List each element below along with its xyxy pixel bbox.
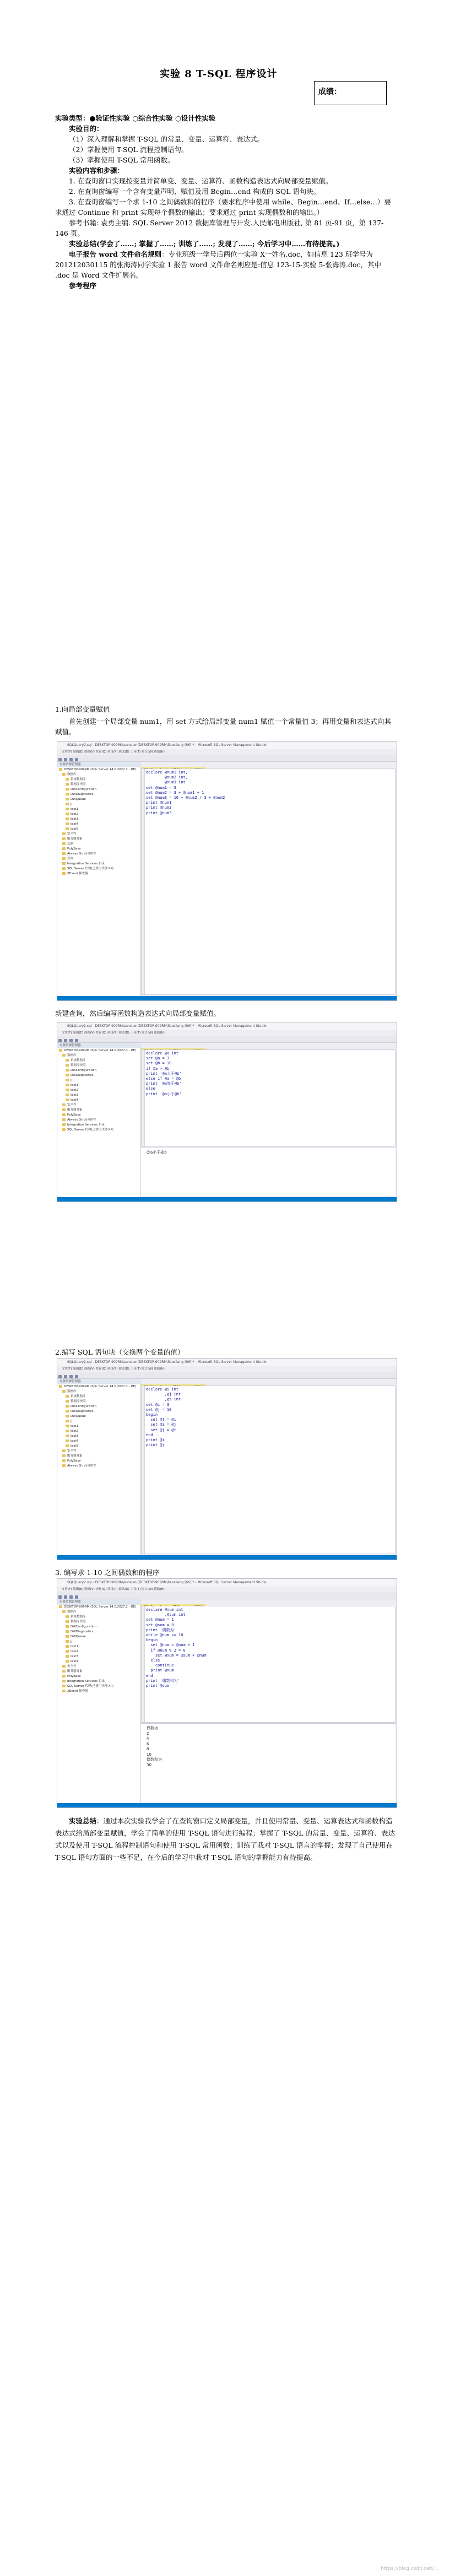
- tree-item[interactable]: 数据库快照: [57, 1399, 140, 1404]
- tree-item[interactable]: DWQueue: [57, 797, 140, 802]
- intro-block: [55, 113, 397, 291]
- folder-icon: [62, 1108, 66, 1111]
- summary-text: ：通过本次实验我学会了在查询窗口定义局部变量，并且使用常量、变量、运算表达式和函数构造表达式给局部变量赋值，学会了简单的使用 T-SQL 语句进行编程；掌握了 T-SQL 的常量、变量、运算符、表达式以及使用 T-SQL 流程控制语句和使用 T-SQL 常用函数；训练了我对 T-SQL 语言的掌握；发现了自己使用在 T-SQL 语句方面的一些不足，在今后的学习中我对 T-SQL 语句的掌握能力有待提高。: [55, 1817, 396, 1861]
- tree-item[interactable]: PolyBase: [57, 1674, 140, 1679]
- purpose-item: （3）掌握使用 T-SQL 常用函数。: [69, 156, 175, 164]
- database-icon: [66, 1089, 69, 1091]
- tree-item[interactable]: 系统数据库: [57, 777, 140, 782]
- toolbar: [57, 755, 397, 762]
- folder-icon: [62, 837, 66, 840]
- step-1: 1. 在查询窗口实现按变量并简单变、变量、运算符、函数构造表达式向局部变量赋值。: [69, 177, 333, 185]
- tree-item[interactable]: 数据库快照: [57, 782, 140, 787]
- tree-item[interactable]: test2: [57, 1429, 140, 1434]
- database-icon: [66, 1430, 69, 1432]
- folder-icon: [62, 1665, 66, 1668]
- summary-block: [55, 1815, 397, 1864]
- tree-item[interactable]: test3: [57, 1093, 140, 1098]
- tree-item[interactable]: DWConfiguration: [57, 1404, 140, 1409]
- program-title: 参考程序: [69, 282, 97, 290]
- explorer-title: 对象资源管理器: [57, 1599, 140, 1605]
- tab-strip: [141, 1379, 397, 1385]
- open-icon[interactable]: [64, 1375, 67, 1378]
- menu-bar[interactable]: 文件(F) 编辑(E) 视图(V) 查询(Q) 项目(P) 调试(D) 工具(T) 窗口(W) 帮助(H): [57, 1587, 397, 1592]
- purpose-item: （2）掌握使用 T-SQL 流程控制语句。: [69, 145, 188, 154]
- object-explorer: [57, 762, 140, 1000]
- result-text: 偶数为 2 4 6 8 10 偶数和为 30: [147, 1726, 162, 1767]
- tree-item[interactable]: test2: [57, 1649, 140, 1654]
- new-query-icon[interactable]: [58, 1375, 62, 1378]
- tree-item[interactable]: 数据库快照: [57, 1620, 140, 1625]
- page-title: 实验 8 T-SQL 程序设计: [160, 68, 278, 80]
- database-icon: [66, 1415, 69, 1417]
- folder-icon: [66, 1064, 69, 1067]
- folder-icon: [62, 842, 66, 845]
- section-3-title: 3. 编写求 1-10 之间偶数和的程序: [55, 1568, 160, 1577]
- report-naming: [55, 249, 397, 280]
- tree-item[interactable]: test3: [57, 1434, 140, 1439]
- execute-icon[interactable]: [75, 1595, 78, 1599]
- save-icon[interactable]: [69, 758, 73, 761]
- explorer-title: 对象资源管理器: [57, 1379, 140, 1384]
- open-icon[interactable]: [64, 1039, 67, 1042]
- database-icon: [66, 1635, 69, 1638]
- database-icon: [66, 822, 69, 825]
- window-title: SQLQuery2.sql - DESKTOP-909RM\sunsiao (DESKTOP-909RM\liaosliang (66))* - Microsoft SQL Server Management Studio: [57, 742, 397, 749]
- window-title: SQLQuery2.sql - DESKTOP-909RM\sunsiao (DESKTOP-909RM\liaosliang (66))* - Microsoft SQL Server Management Studio: [57, 1579, 397, 1587]
- tree-item[interactable]: test2: [57, 812, 140, 817]
- tree-item[interactable]: test1: [57, 1424, 140, 1429]
- step-2: 2. 在查询窗编写一个含有变量声明、赋值及用 Begin…end 构成的 SQL 语句块。: [69, 187, 321, 196]
- folder-icon: [66, 1620, 69, 1623]
- save-icon[interactable]: [69, 1595, 73, 1599]
- result-text: @a小于@b: [147, 1150, 167, 1155]
- menu-bar[interactable]: 文件(F) 编辑(E) 视图(V) 查询(Q) 项目(P) 调试(D) 工具(T) 窗口(W) 帮助(H): [57, 1030, 397, 1036]
- ssms-window-2: [57, 1022, 397, 1202]
- explorer-title: 对象资源管理器: [57, 762, 140, 767]
- folder-icon: [62, 1610, 66, 1613]
- database-icon: [66, 798, 69, 800]
- status-bar: [57, 1555, 397, 1560]
- editor-gutter: [142, 769, 145, 994]
- tree-item[interactable]: SQL Server 代理(已禁用代理 XP): [57, 867, 140, 872]
- database-icon: [66, 827, 69, 830]
- tree-item[interactable]: 数据库: [57, 1610, 140, 1615]
- server-icon: [59, 1049, 62, 1052]
- section-1-title: 1.向局部变量赋值: [55, 705, 110, 713]
- database-icon: [66, 1410, 69, 1413]
- tree-item[interactable]: SQL Server 代理(已禁用代理 XP): [57, 1128, 140, 1133]
- tree-item[interactable]: PolyBase: [57, 1459, 140, 1464]
- folder-icon: [66, 783, 69, 786]
- open-icon[interactable]: [64, 758, 67, 761]
- tree-item[interactable]: 安全性: [57, 1664, 140, 1669]
- folder-icon: [62, 1464, 66, 1467]
- tree-item[interactable]: XEvent 探查器: [57, 1689, 140, 1694]
- tree-item[interactable]: test5: [57, 827, 140, 832]
- database-icon: [66, 793, 69, 795]
- tree-item[interactable]: 数据库: [57, 772, 140, 777]
- tree-item[interactable]: test2: [57, 1088, 140, 1093]
- tree-item[interactable]: DWDiagnostics: [57, 1630, 140, 1635]
- folder-icon: [66, 1395, 69, 1398]
- database-icon: [66, 1645, 69, 1648]
- grade-label: 成绩：: [318, 88, 342, 96]
- folder-icon: [62, 1680, 66, 1682]
- messages-pane: [141, 1147, 396, 1196]
- tree-item[interactable]: jj: [57, 1078, 140, 1083]
- tree-item[interactable]: 安全性: [57, 1103, 140, 1108]
- database-icon: [66, 1069, 69, 1071]
- tree-item[interactable]: 安全性: [57, 1449, 140, 1454]
- steps-title: 实验内容和步骤：: [69, 166, 124, 175]
- tree-item[interactable]: 复制: [57, 842, 140, 847]
- object-explorer: [57, 1379, 140, 1560]
- tree-item[interactable]: Always On 高可用性: [57, 1118, 140, 1123]
- tree-item[interactable]: DWQueue: [57, 1414, 140, 1419]
- server-icon: [59, 1385, 62, 1388]
- database-icon: [66, 1084, 69, 1086]
- query-editor[interactable]: [141, 1606, 396, 1723]
- folder-icon: [62, 1054, 66, 1057]
- editor-gutter: [142, 1606, 145, 1722]
- report-title: 电子报告 word 文件命名规则: [69, 250, 162, 258]
- experiment-type: 实验类型：●验证性实验 ○综合性实验 ○设计性实验: [55, 114, 216, 122]
- tree-item[interactable]: PolyBase: [57, 847, 140, 852]
- section-1b-desc: 新建查询，然后编写函数构造表达式向局部变量赋值。: [55, 1009, 221, 1018]
- execute-icon[interactable]: [75, 1039, 78, 1042]
- tree-item[interactable]: 数据库: [57, 1053, 140, 1058]
- tree-item[interactable]: test1: [57, 1644, 140, 1649]
- tree-item[interactable]: 服务器对象: [57, 1454, 140, 1459]
- tree-item[interactable]: test4: [57, 1439, 140, 1444]
- folder-icon: [62, 1459, 66, 1462]
- save-icon[interactable]: [69, 1039, 73, 1042]
- folder-icon: [66, 1059, 69, 1062]
- window-title: SQLQuery2.sql - DESKTOP-909RM\sunsiao (DESKTOP-909RM\liaosliang (66))* - Microsoft SQL Server Management Studio: [57, 1359, 397, 1366]
- tree-server[interactable]: DESKTOP-909RM (SQL Server 14.0.2027.2 - DE): [57, 767, 140, 772]
- tree-server[interactable]: DESKTOP-909RM (SQL Server 14.0.2027.2 - DE): [57, 1048, 140, 1053]
- new-query-icon[interactable]: [58, 1039, 62, 1042]
- database-icon: [66, 788, 69, 791]
- tree-item[interactable]: test3: [57, 817, 140, 822]
- tree-item[interactable]: 服务器对象: [57, 1108, 140, 1113]
- tree-item[interactable]: test1: [57, 1083, 140, 1088]
- tree-item[interactable]: Integration Services 目录: [57, 1679, 140, 1684]
- folder-icon: [62, 1113, 66, 1116]
- database-icon: [66, 813, 69, 815]
- report-text: ：专业班级一学号后两位一实验 X一姓名.doc，如信息 123 班学号为 201212030115 的张海涛同学实验 1 报告 word 文件命名则应是:信息 123-15-实验 5-张海涛.doc，其中 .doc 是 Word 文件扩展名。: [55, 250, 382, 279]
- ssms-window-4: [57, 1578, 397, 1808]
- tree-item[interactable]: Always On 高可用性: [57, 852, 140, 857]
- tree-item[interactable]: DWConfiguration: [57, 1625, 140, 1630]
- tree-item[interactable]: Always On 高可用性: [57, 1464, 140, 1469]
- folder-icon: [62, 1123, 66, 1126]
- tree-item[interactable]: jj: [57, 1639, 140, 1644]
- folder-icon: [62, 773, 66, 776]
- toolbar: [57, 1372, 397, 1379]
- database-icon: [66, 1439, 69, 1442]
- menu-bar[interactable]: 文件(F) 编辑(E) 视图(V) 查询(Q) 项目(P) 调试(D) 工具(T) 窗口(W) 帮助(H): [57, 1366, 397, 1372]
- database-icon: [66, 1425, 69, 1427]
- folder-icon: [62, 1454, 66, 1457]
- tree-server[interactable]: DESKTOP-909RM (SQL Server 14.0.2027.2 - DE): [57, 1384, 140, 1389]
- execute-icon[interactable]: [75, 1375, 78, 1378]
- messages-pane: [141, 1723, 396, 1802]
- folder-icon: [62, 857, 66, 860]
- ssms-window-3: [57, 1358, 397, 1560]
- database-icon: [66, 1420, 69, 1422]
- tab-strip: [141, 1043, 397, 1049]
- database-icon: [66, 1098, 69, 1101]
- object-explorer: [57, 1599, 140, 1807]
- database-icon: [66, 1660, 69, 1663]
- database-icon: [66, 1094, 69, 1096]
- watermark: https://blog.csdn.net/...: [381, 2566, 438, 2572]
- explorer-title: 对象资源管理器: [57, 1043, 140, 1048]
- new-query-icon[interactable]: [58, 1595, 62, 1599]
- folder-icon: [62, 852, 66, 855]
- summary-label: 实验总结: [69, 1817, 97, 1825]
- tree-item[interactable]: Integration Services 目录: [57, 862, 140, 867]
- code-text: declare @a int set @a = 3 set @b = 10 if @a > @b print '@a大于@b' else if @a = @b print '@a等于@b' else print '@a小于@b': [146, 1051, 182, 1096]
- folder-icon: [66, 778, 69, 781]
- folder-icon: [62, 847, 66, 850]
- database-icon: [66, 1625, 69, 1628]
- tree-item[interactable]: DWDiagnostics: [57, 1409, 140, 1414]
- editor-gutter: [142, 1386, 145, 1554]
- server-icon: [59, 768, 62, 771]
- step-3: 3. 在查询窗编写一个求 1-10 之间偶数和的程序（要求程序中使用 while、Begin…end、If…else…）要求通过 Continue 和 print 实现每个偶数的输出；要求通过 print 实现偶数和的输出。）: [55, 198, 391, 217]
- tree-item[interactable]: Integration Services 目录: [57, 1123, 140, 1128]
- editor-gutter: [142, 1050, 145, 1146]
- tree-item[interactable]: 数据库快照: [57, 1063, 140, 1068]
- tab-strip: [141, 762, 397, 768]
- folder-icon: [62, 1118, 66, 1121]
- section-1-desc: 首先创建一个局部变量 num1，用 set 方式给局部变量 num1 赋值一个常量值 3；再用变量和表达式向其赋值。: [55, 717, 391, 736]
- tree-item[interactable]: DWConfiguration: [57, 787, 140, 792]
- tree-item[interactable]: DWQueue: [57, 1635, 140, 1639]
- code-text: declare @i int ,@j int ,@t int set @i = 3 set @j = 10 begin set @t = @i set @i = @j set @j = @t end print @i print @j: [146, 1387, 181, 1448]
- folder-icon: [62, 862, 66, 865]
- database-icon: [66, 1640, 69, 1643]
- database-icon: [66, 1074, 69, 1076]
- folder-icon: [62, 1103, 66, 1106]
- database-icon: [66, 1405, 69, 1408]
- tree-item[interactable]: test4: [57, 1659, 140, 1664]
- database-icon: [66, 1079, 69, 1081]
- folder-icon: [62, 1690, 66, 1692]
- agent-icon: [62, 1128, 66, 1131]
- tree-item[interactable]: 管理: [57, 857, 140, 862]
- tree-item[interactable]: DWDiagnostics: [57, 1073, 140, 1078]
- new-query-icon[interactable]: [58, 758, 62, 761]
- query-editor[interactable]: [141, 1049, 396, 1147]
- status-bar: [57, 996, 397, 1000]
- reference: 参考书籍: 袁勇主编. SQL Server 2012 数据库管理与开发.人民邮电出版社, 第 81 页-91 页，第 137-146 页。: [55, 219, 384, 237]
- tree-item[interactable]: 系统数据库: [57, 1615, 140, 1620]
- menu-bar[interactable]: 文件(F) 编辑(E) 视图(V) 查询(Q) 项目(P) 调试(D) 工具(T) 窗口(W) 帮助(H): [57, 749, 397, 755]
- tree-item[interactable]: PolyBase: [57, 1113, 140, 1118]
- tab-strip: [141, 1599, 397, 1605]
- tree-server[interactable]: DESKTOP-909RM (SQL Server 14.0.2027.2 - DE): [57, 1605, 140, 1610]
- toolbar: [57, 1592, 397, 1599]
- tree-item[interactable]: 服务器对象: [57, 1669, 140, 1674]
- tree-item[interactable]: 安全性: [57, 832, 140, 837]
- status-bar: [57, 1803, 397, 1807]
- window-title: SQLQuery2.sql - DESKTOP-909RM\sunsiao (DESKTOP-909RM\liaosliang (66))* - Microsoft SQL Server Management Studio: [57, 1022, 397, 1030]
- database-icon: [66, 818, 69, 820]
- tree-item[interactable]: DWDiagnostics: [57, 792, 140, 797]
- database-icon: [66, 1655, 69, 1658]
- folder-icon: [62, 1670, 66, 1673]
- purpose-title: 实验目的：: [69, 125, 104, 133]
- object-explorer: [57, 1043, 140, 1202]
- code-text: declare @num1 int, @num2 int, @num3 int set @num1 = 3 set @num2 = 3 + @num1 + 1 set @num3 = 10 + @num2 / 3 + @num2 print @num1 print @num2 print @num3: [146, 770, 225, 815]
- folder-icon: [66, 1400, 69, 1403]
- code-text: declare @num int ,@sum int set @num = 1 set @sum = 0 print '偶数为' while @num <= 10 begin set @num = @num + 1 if @num % 2 = 0 set @sum = @sum + @num else continue print @num end print '偶数和为' print @sum: [146, 1608, 207, 1689]
- database-icon: [66, 1630, 69, 1633]
- open-icon[interactable]: [64, 1595, 67, 1599]
- query-editor[interactable]: [141, 1386, 396, 1554]
- tree-item[interactable]: 系统数据库: [57, 1058, 140, 1063]
- tree-item[interactable]: jj: [57, 802, 140, 807]
- tree-item[interactable]: 服务器对象: [57, 837, 140, 842]
- toolbar: [57, 1036, 397, 1043]
- query-editor[interactable]: [141, 769, 396, 995]
- tree-item[interactable]: test4: [57, 822, 140, 827]
- server-icon: [59, 1605, 62, 1608]
- tree-item[interactable]: jj: [57, 1419, 140, 1424]
- save-icon[interactable]: [69, 1375, 73, 1378]
- tree-item[interactable]: 数据库: [57, 1389, 140, 1394]
- tree-item[interactable]: test4: [57, 1098, 140, 1103]
- database-icon: [66, 803, 69, 805]
- section-2-title: 2.编写 SQL 语句块（交换两个变量的值）: [55, 1348, 185, 1356]
- folder-icon: [62, 872, 66, 875]
- agent-icon: [62, 867, 66, 870]
- database-icon: [66, 808, 69, 810]
- tree-item[interactable]: XEvent 探查器: [57, 872, 140, 876]
- folder-icon: [62, 1675, 66, 1677]
- database-icon: [66, 1435, 69, 1437]
- folder-icon: [62, 1449, 66, 1452]
- folder-icon: [66, 1615, 69, 1618]
- database-icon: [66, 1444, 69, 1447]
- execute-icon[interactable]: [75, 758, 78, 761]
- agent-icon: [62, 1685, 66, 1687]
- tree-item[interactable]: test3: [57, 1654, 140, 1659]
- status-bar: [57, 1197, 397, 1202]
- folder-icon: [62, 1390, 66, 1393]
- tree-item[interactable]: SQL Server 代理(已禁用代理 XP): [57, 1684, 140, 1689]
- ssms-window-1: [57, 741, 397, 1001]
- tree-item[interactable]: test1: [57, 807, 140, 812]
- summary-prompt: 实验总结(学会了……; 掌握了……; 训练了……; 发现了……; 今后学习中……有待提高。): [69, 240, 340, 248]
- tree-item[interactable]: test5: [57, 1444, 140, 1449]
- tree-item[interactable]: 系统数据库: [57, 1394, 140, 1399]
- purpose-item: （1）深入理解和掌握 T-SQL 的常量、变量、运算符、表达式。: [69, 135, 264, 143]
- tree-item[interactable]: DWConfiguration: [57, 1068, 140, 1073]
- database-icon: [66, 1650, 69, 1653]
- folder-icon: [62, 832, 66, 835]
